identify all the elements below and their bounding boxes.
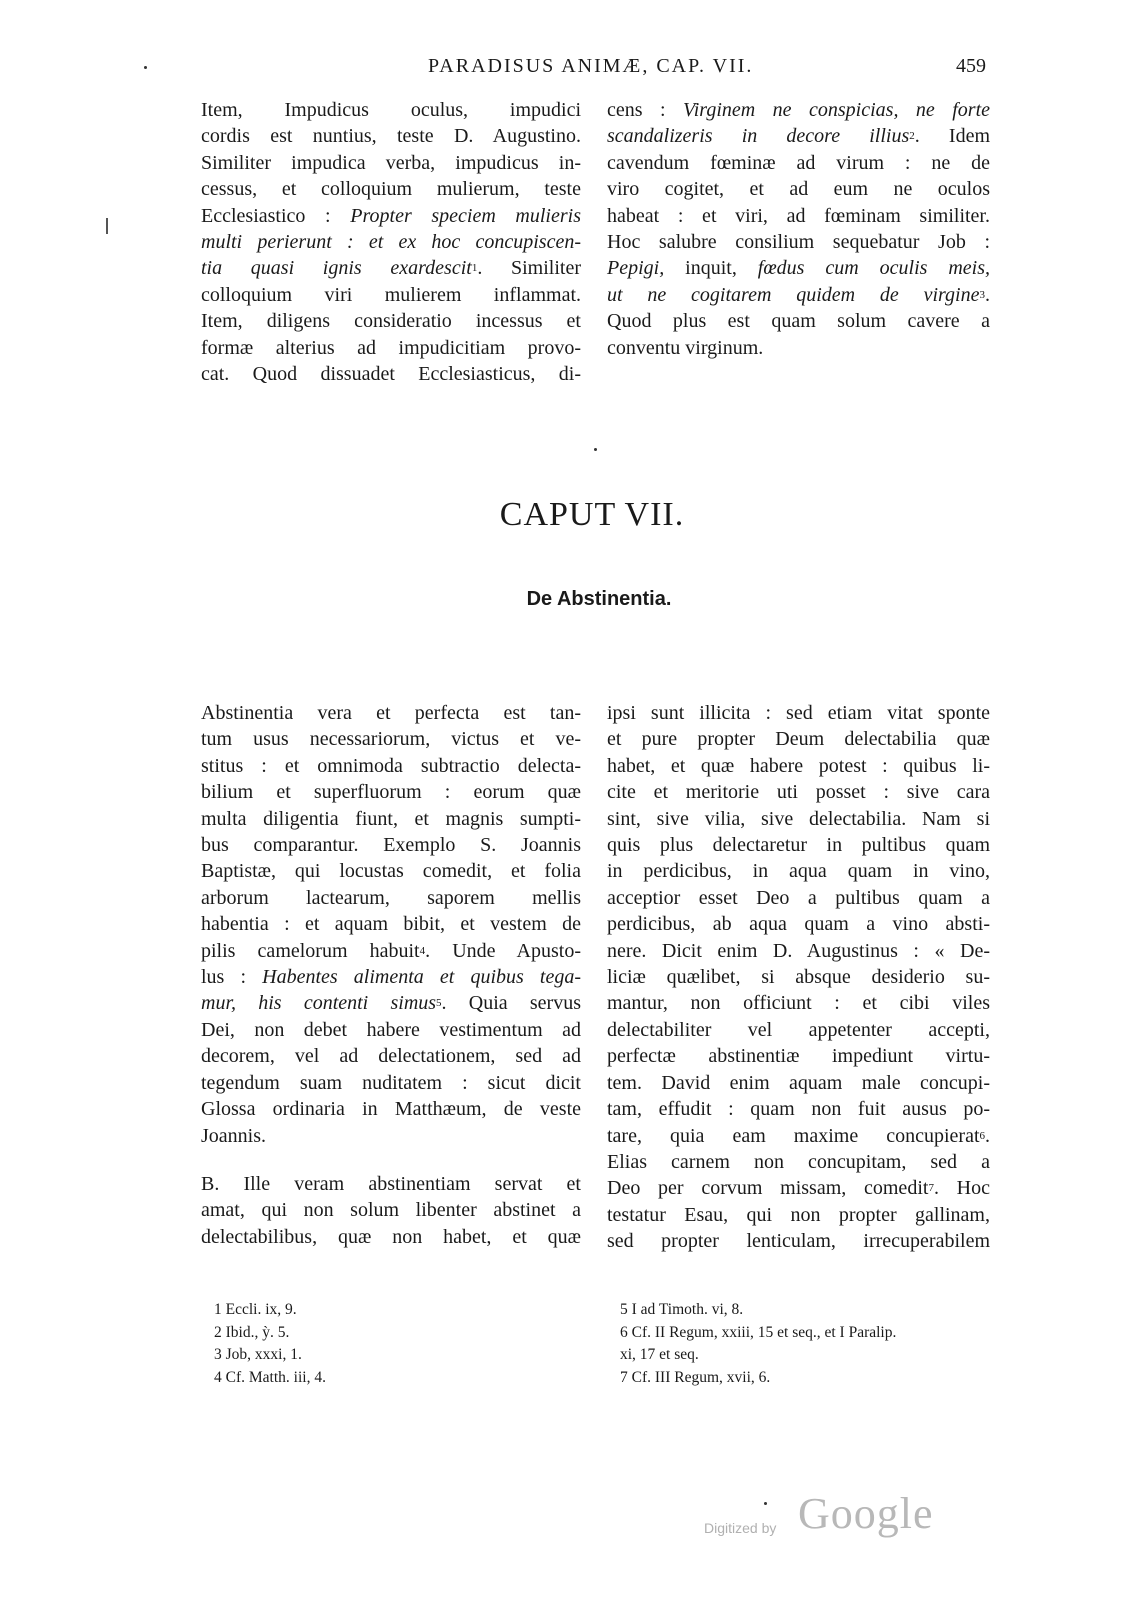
digitized-watermark xyxy=(704,1488,944,1548)
text-line: perdicibus, ab aqua quam a vino absti- xyxy=(607,913,990,936)
text-line xyxy=(607,97,990,123)
chapter-subtitle: De Abstinentia. xyxy=(526,588,672,610)
text-column-top-right xyxy=(607,97,990,361)
text-run: lus : xyxy=(201,966,263,989)
text-line: Hoc salubre consilium sequebatur Job : xyxy=(607,231,990,254)
text-run: . Unde Apusto- xyxy=(425,939,581,962)
text-line xyxy=(607,123,990,149)
text-run: . Similiter xyxy=(477,257,582,280)
text-line: habet, et quæ habere potest : quibus li- xyxy=(607,754,990,777)
paragraph xyxy=(201,700,581,1149)
text-line: sed propter lenticulam, irrecuperabilem xyxy=(607,1230,990,1253)
footnote-marker: 6 xyxy=(979,1129,985,1142)
text-line: cavendum fœminæ ad virum : ne de xyxy=(607,151,990,174)
chapter-title: CAPUT VII. xyxy=(499,496,685,533)
text-line: colloquium viri mulierem inflammat. xyxy=(201,283,581,306)
quotation: multi perierunt : et ex hoc concupiscen- xyxy=(201,231,581,254)
text-line: habentia : et aquam bibit, et vestem de xyxy=(201,913,581,936)
text-run: Ecclesiastico : xyxy=(201,204,351,227)
quotation: mur, his contenti simus xyxy=(201,992,437,1015)
footnotes-right xyxy=(620,1299,992,1389)
text-line: delectabiliter vel appetenter accepti, xyxy=(607,1018,990,1041)
text-line: Joannis. xyxy=(201,1124,266,1147)
quotation: tia quasi ignis exardescit xyxy=(201,257,472,280)
text-line: tem. David enim aquam male concupi- xyxy=(607,1071,990,1094)
text-line: cessus, et colloquium mulierum, teste xyxy=(201,178,581,201)
text-line: cat. Quod dissuadet Ecclesiasticus, di- xyxy=(201,363,581,386)
text-line: Similiter impudica verba, impudicus in- xyxy=(201,151,581,174)
text-line: tam, effudit : quam non fuit ausus po- xyxy=(607,1098,990,1121)
footnote: 3 Job, xxxi, 1. xyxy=(214,1346,302,1363)
text-line: habeat : et viri, ad fœminam similiter. xyxy=(607,204,990,227)
footnote: 4 Cf. Matth. iii, 4. xyxy=(214,1368,326,1386)
footnote: 2 Ibid., ỳ. 5. xyxy=(214,1323,290,1341)
text-line: B. Ille veram abstinentiam servat et xyxy=(201,1172,581,1195)
text-line: perfectæ abstinentiæ impediunt virtu- xyxy=(607,1045,990,1068)
text-line: quis plus delectaretur in pultibus quam xyxy=(607,834,990,857)
text-run: inquit, xyxy=(664,257,758,280)
text-line: decorem, vel ad delectationem, sed ad xyxy=(201,1045,581,1068)
page-number: 459 xyxy=(956,55,986,77)
text-run: pilis camelorum habuit xyxy=(201,939,420,962)
text-line: Elias carnem non concupitam, sed a xyxy=(607,1150,990,1173)
text-run: . Quia servus xyxy=(441,992,581,1015)
text-line xyxy=(607,1123,990,1149)
quotation: Habentes alimenta et quibus tega- xyxy=(262,966,581,989)
text-column-chapter-right xyxy=(607,700,990,1255)
text-line: Abstinentia vera et perfecta est tan- xyxy=(201,702,581,724)
quotation: Pepigi, xyxy=(607,257,665,280)
scan-speck xyxy=(594,448,597,451)
text-line: amat, qui non solum libenter abstinet a xyxy=(201,1199,581,1222)
paragraph xyxy=(201,1171,581,1250)
scan-speck xyxy=(764,1502,767,1505)
text-line: bilium et superfluorum : eorum quæ xyxy=(201,781,581,804)
text-line: viro cogitet, et ad eum ne oculos xyxy=(607,178,990,201)
text-line: bus comparantur. Exemplo S. Joannis xyxy=(201,834,581,857)
running-title: PARADISUS ANIMÆ, CAP. VII. xyxy=(428,55,754,77)
text-line: arborum lactearum, saporem mellis xyxy=(201,886,581,909)
text-line: Dei, non debet habere vestimentum ad xyxy=(201,1018,581,1041)
footnote: 7 Cf. III Regum, xvii, 6. xyxy=(620,1368,771,1386)
text-line: ipsi sunt illicita : sed etiam vitat sponte xyxy=(607,702,990,724)
text-line: nere. Dicit enim D. Augustinus : « De- xyxy=(607,939,990,962)
text-line: tegendum suam nuditatem : sicut dicit xyxy=(201,1071,581,1094)
footnote-marker: 7 xyxy=(928,1182,934,1195)
text-line xyxy=(201,938,581,964)
text-line: in perdicibus, in aqua quam in vino, xyxy=(607,860,990,883)
text-line: Item, Impudicus oculus, impudici xyxy=(201,99,581,121)
text-line xyxy=(201,964,581,990)
text-line: delectabilibus, quæ non habet, et quæ xyxy=(201,1225,581,1248)
text-line: conventu virginum. xyxy=(607,336,764,359)
text-line xyxy=(201,990,581,1016)
footnote-continuation: xi, 17 et seq. xyxy=(620,1346,699,1363)
text-line xyxy=(201,255,581,281)
running-head xyxy=(0,55,1144,85)
scan-edge-mark xyxy=(106,218,108,234)
text-line: Quod plus est quam solum cavere a xyxy=(607,310,990,333)
text-run: cens : xyxy=(607,99,684,121)
text-line: Item, diligens consideratio incessus et xyxy=(201,310,581,333)
text-column-top-left xyxy=(201,97,581,387)
text-line: Glossa ordinaria in Matthæum, de veste xyxy=(201,1098,581,1121)
text-line: acceptior esset Deo a pultibus quam a xyxy=(607,886,990,909)
text-line: stitus : et omnimoda subtractio delecta- xyxy=(201,754,581,777)
footnote: 5 I ad Timoth. vi, 8. xyxy=(620,1301,744,1318)
text-line xyxy=(201,203,581,229)
text-line: cite et meritorie uti posset : sive cara xyxy=(607,781,990,804)
text-line xyxy=(607,1175,990,1201)
text-line: et pure propter Deum delectabilia quæ xyxy=(607,728,990,751)
text-line xyxy=(201,229,581,255)
text-line: multa diligentia fiunt, et magnis sumpti- xyxy=(201,807,581,830)
text-line: Baptistæ, qui locustas comedit, et folia xyxy=(201,860,581,883)
quotation: scandalizeris in decore illius xyxy=(607,125,910,148)
text-line: tum usus necessariorum, victus et ve- xyxy=(201,728,581,751)
footnote-marker: 3 xyxy=(979,288,985,301)
footnote-marker: 5 xyxy=(436,997,442,1010)
quotation: Virginem ne conspicias, ne forte xyxy=(683,99,991,121)
text-column-chapter-left xyxy=(201,700,581,1250)
text-line: cordis est nuntius, teste D. Augustino. xyxy=(201,125,581,148)
quotation: ut ne cogitarem quidem de virgine xyxy=(607,283,980,306)
google-logo: Google xyxy=(798,1489,934,1538)
footnote-marker: 1 xyxy=(471,262,478,275)
text-line: mantur, non officiunt : et cibi viles xyxy=(607,992,990,1015)
watermark-prefix: Digitized by xyxy=(704,1520,777,1536)
footnote-marker: 4 xyxy=(419,944,426,957)
text-run: Deo per corvum missam, comedit xyxy=(607,1177,929,1200)
text-line xyxy=(607,282,990,308)
text-line: liciæ quælibet, si absque desiderio su- xyxy=(607,966,990,989)
quotation: Propter speciem mulieris xyxy=(350,204,581,227)
footnote: 6 Cf. II Regum, xxiii, 15 et seq., et I Paralip. xyxy=(620,1323,897,1341)
text-run: . Idem xyxy=(914,125,991,148)
footnote-marker: 2 xyxy=(909,130,915,143)
text-run: . Hoc xyxy=(933,1177,990,1200)
text-line: testatur Esau, qui non propter gallinam, xyxy=(607,1203,990,1226)
text-line xyxy=(607,255,990,281)
quotation: fœdus cum oculis meis, xyxy=(757,257,991,280)
text-run: . xyxy=(985,283,990,306)
text-line: sint, sive vilia, sive delectabilia. Nam si xyxy=(607,807,990,830)
footnotes-left xyxy=(214,1299,544,1389)
text-run: tare, quia eam maxime concupierat xyxy=(607,1124,980,1147)
text-line: formæ alterius ad impudicitiam provo- xyxy=(201,336,581,359)
scan-speck xyxy=(144,66,147,69)
footnote: 1 Eccli. ix, 9. xyxy=(214,1301,297,1318)
text-run: . xyxy=(985,1124,990,1147)
